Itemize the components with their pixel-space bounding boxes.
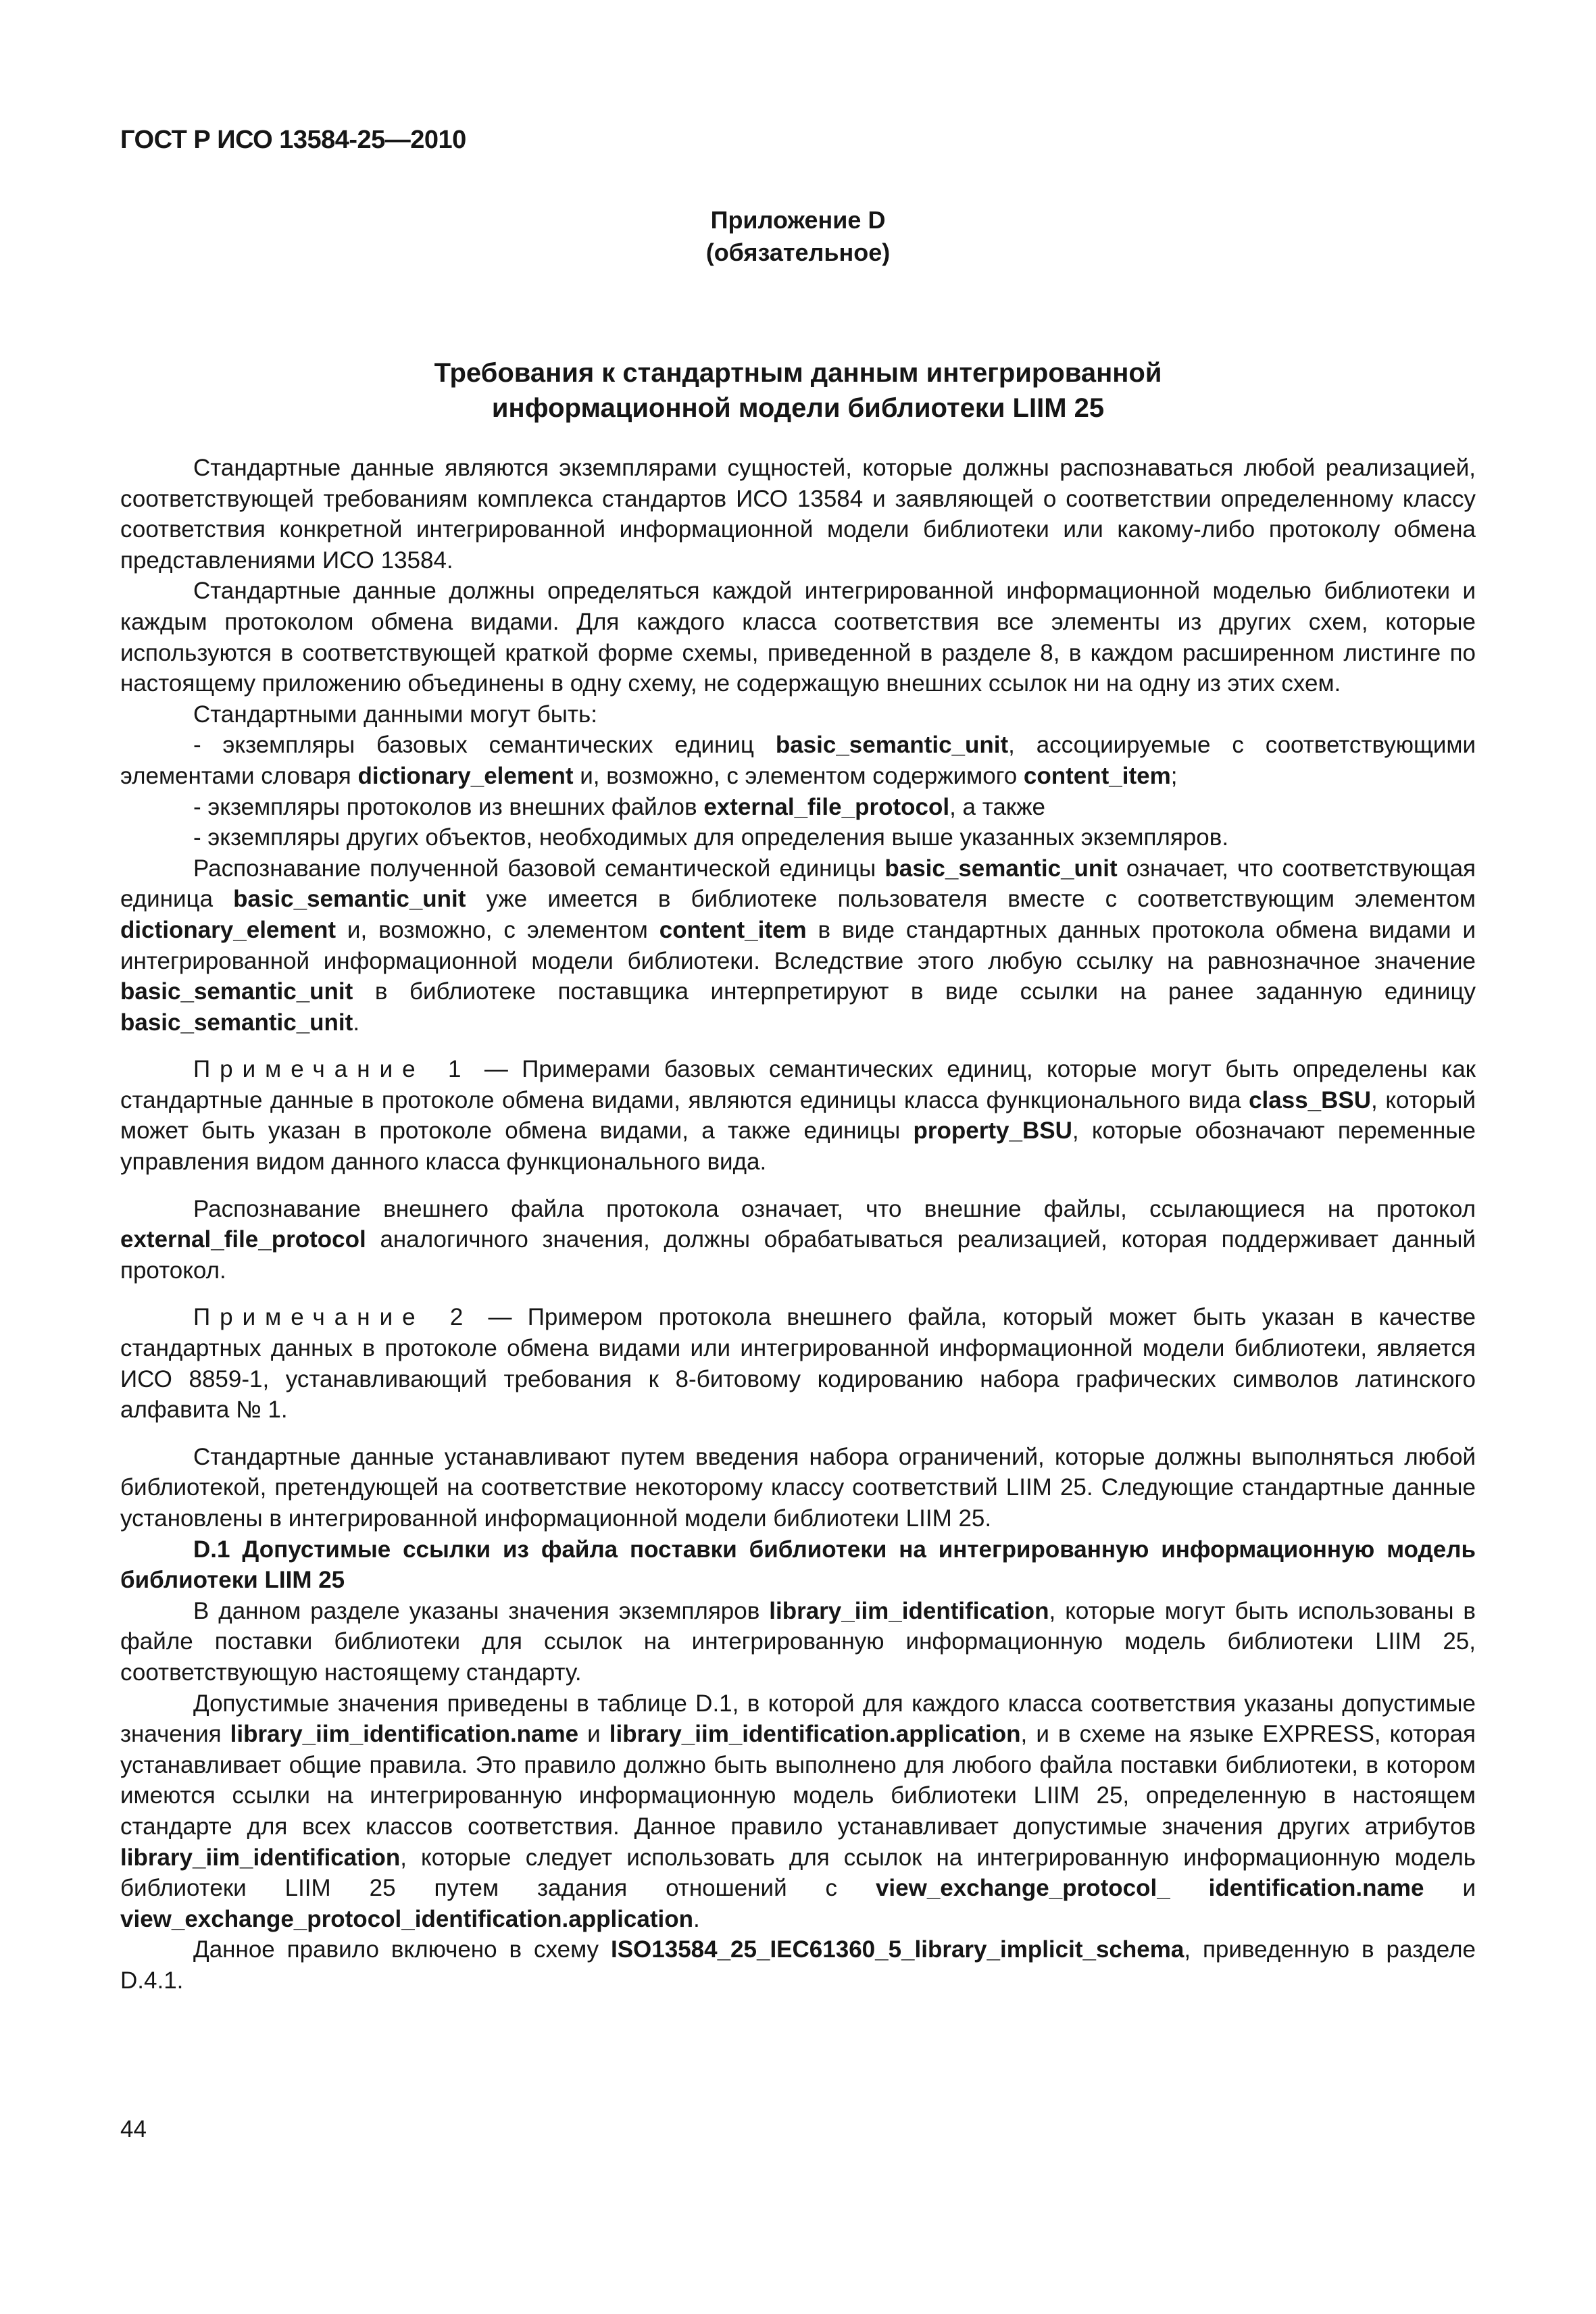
term: basic_semantic_unit bbox=[884, 855, 1118, 882]
note-1: Примечание 1 — Примерами базовых семантических единиц, которые могут быть определены как стандартные данные в протоколе обмена видами, являются единицы класса функционального вида class_BSU, который может быть указан в протоколе обмена видами, а также единицы property_BSU, которые обозначают переменные управления видом данного класса функционального вида. bbox=[120, 1056, 1476, 1176]
term: view_exchange_protocol_identification.application bbox=[120, 1905, 693, 1932]
paragraph-1: Стандартные данные являются экземплярами сущностей, которые должны распознаваться любой реализацией, соответствующей требованиям комплекса стандартов ИСО 13584 и заявляющей о соответствии определенному классу соответствия конкретной интегрированной информационной модели библиотеки или какому-либо протоколу обмена представлениями ИСО 13584. bbox=[120, 455, 1476, 574]
term: dictionary_element bbox=[357, 762, 574, 789]
paragraph-8: Допустимые значения приведены в таблице D.1, в которой для каждого класса соответствия указаны допустимые значения library_iim_identification.name и library_iim_identification.application, и в схеме на языке EXPRESS, которая устанавливает общие правила. Это правило должно быть выполнено для любого файла поставки библиотеки, в котором имеются ссылки на интегрированную информационную модель библиотеки LIIM 25, определенную в настоящем стандарте для всех классов соответствия. Данное правило устанавливает допустимые значения других атрибутов library_iim_identification, которые следует использовать для ссылок на интегрированную информационную модель библиотеки LIIM 25 путем задания отношений с view_exchange_protocol_ identification.name и view_exchange_protocol_identification.application. bbox=[120, 1690, 1476, 1932]
annex-label: Приложение D bbox=[710, 206, 886, 234]
paragraph-5: Распознавание внешнего файла протокола означает, что внешние файлы, ссылающиеся на протокол external_file_protocol аналогичного значения, должны обрабатываться реализацией, которая поддерживает данный протокол. bbox=[120, 1195, 1476, 1284]
term: content_item bbox=[1023, 762, 1171, 789]
paragraph-9: Данное правило включено в схему ISO13584_25_IEC61360_5_library_implicit_schema, приведенную в разделе D.4.1. bbox=[120, 1936, 1476, 1994]
bullet-2: - экземпляры протоколов из внешних файлов external_file_protocol, а также bbox=[193, 793, 1045, 820]
annex-title bbox=[0, 355, 1596, 426]
term: library_iim_identification.name bbox=[230, 1721, 579, 1748]
term: class_BSU bbox=[1249, 1086, 1372, 1113]
term: basic_semantic_unit bbox=[775, 732, 1009, 759]
term: basic_semantic_unit bbox=[120, 1009, 353, 1036]
paragraph-6: Стандартные данные устанавливают путем введения набора ограничений, которые должны выполняться любой библиотекой, претендующей на соответствие некоторому классу соответствий LIIM 25. Следующие стандартные данные установлены в интегрированной информационной модели библиотеки LIIM 25. bbox=[120, 1443, 1476, 1532]
term: library_iim_identification.application bbox=[609, 1721, 1021, 1748]
paragraph-4: Распознавание полученной базовой семантической единицы basic_semantic_unit означает, что соответствующая единица basic_semantic_unit уже имеется в библиотеке пользователя вместе с соответствующим элементом dictionary_element и, возможно, с элементом content_item в виде стандартных данных протокола обмена видами и интегрированной информационной модели библиотеки. Вследствие этого любую ссылку на равнозначное значение basic_semantic_unit в библиотеке поставщика интерпретируют в виде ссылки на ранее заданную единицу basic_semantic_unit. bbox=[120, 855, 1476, 1036]
term: external_file_protocol bbox=[120, 1226, 366, 1253]
term: ISO13584_25_IEC61360_5_library_implicit_schema bbox=[610, 1936, 1184, 1963]
term: basic_semantic_unit bbox=[233, 886, 466, 913]
term: external_file_protocol bbox=[703, 793, 950, 820]
annex-status: (обязательное) bbox=[705, 238, 891, 266]
annex-heading bbox=[0, 204, 1596, 269]
term: view_exchange_protocol_ identification.name bbox=[875, 1875, 1424, 1902]
note-label: Примечание 1 bbox=[193, 1056, 471, 1083]
annex-title-line-2: информационной модели библиотеки LIIM 25 bbox=[491, 393, 1105, 423]
note-2: Примечание 2 — Примером протокола внешнего файла, который может быть указан в качестве стандартных данных в протоколе обмена видами или интегрированной информационной модели библиотеки, является ИСО 8859-1, устанавливающий требования к 8-битовому кодированию набора графических символов латинского алфавита № 1. bbox=[120, 1304, 1476, 1424]
bullet-1: - экземпляры базовых семантических единиц basic_semantic_unit, ассоциируемые с соответствующими элементами словаря dictionary_element и, возможно, с элементом содержимого content_item; bbox=[120, 732, 1476, 789]
paragraph-7: В данном разделе указаны значения экземпляров library_iim_identification, которые могут быть использованы в файле поставки библиотеки для ссылок на интегрированную информационную модель библиотеки LIIM 25, соответствующую настоящему стандарту. bbox=[120, 1597, 1476, 1686]
bullet-3: - экземпляры других объектов, необходимых для определения выше указанных экземпляров. bbox=[193, 824, 1229, 851]
document-number: ГОСТ Р ИСО 13584-25—2010 bbox=[120, 126, 466, 154]
term: basic_semantic_unit bbox=[120, 978, 353, 1005]
paragraph-3: Стандартными данными могут быть: bbox=[193, 701, 597, 728]
term: content_item bbox=[659, 916, 807, 943]
term: dictionary_element bbox=[120, 916, 336, 943]
page-number: 44 bbox=[120, 2116, 147, 2142]
body-text bbox=[120, 453, 1476, 1996]
term: library_iim_identification bbox=[120, 1844, 401, 1871]
paragraph-2: Стандартные данные должны определяться каждой интегрированной информационной моделью библиотеки и каждым протоколом обмена видами. Для каждого класса соответствия все элементы из других схем, которые используются в соответствующей краткой форме схемы, приведенной в разделе 8, в каждом расширенном листинге по настоящему приложению объединены в одну схему, не содержащую внешних ссылок ни на одну из этих схем. bbox=[120, 578, 1476, 697]
section-heading-d1: D.1 Допустимые ссылки из файла поставки библиотеки на интегрированную информационную модель библиотеки LIIM 25 bbox=[120, 1536, 1476, 1594]
term: property_BSU bbox=[913, 1117, 1072, 1145]
note-label: Примечание 2 bbox=[193, 1304, 473, 1331]
term: library_iim_identification bbox=[769, 1597, 1049, 1624]
annex-title-line-1: Требования к стандартным данным интегрированной bbox=[434, 358, 1162, 388]
